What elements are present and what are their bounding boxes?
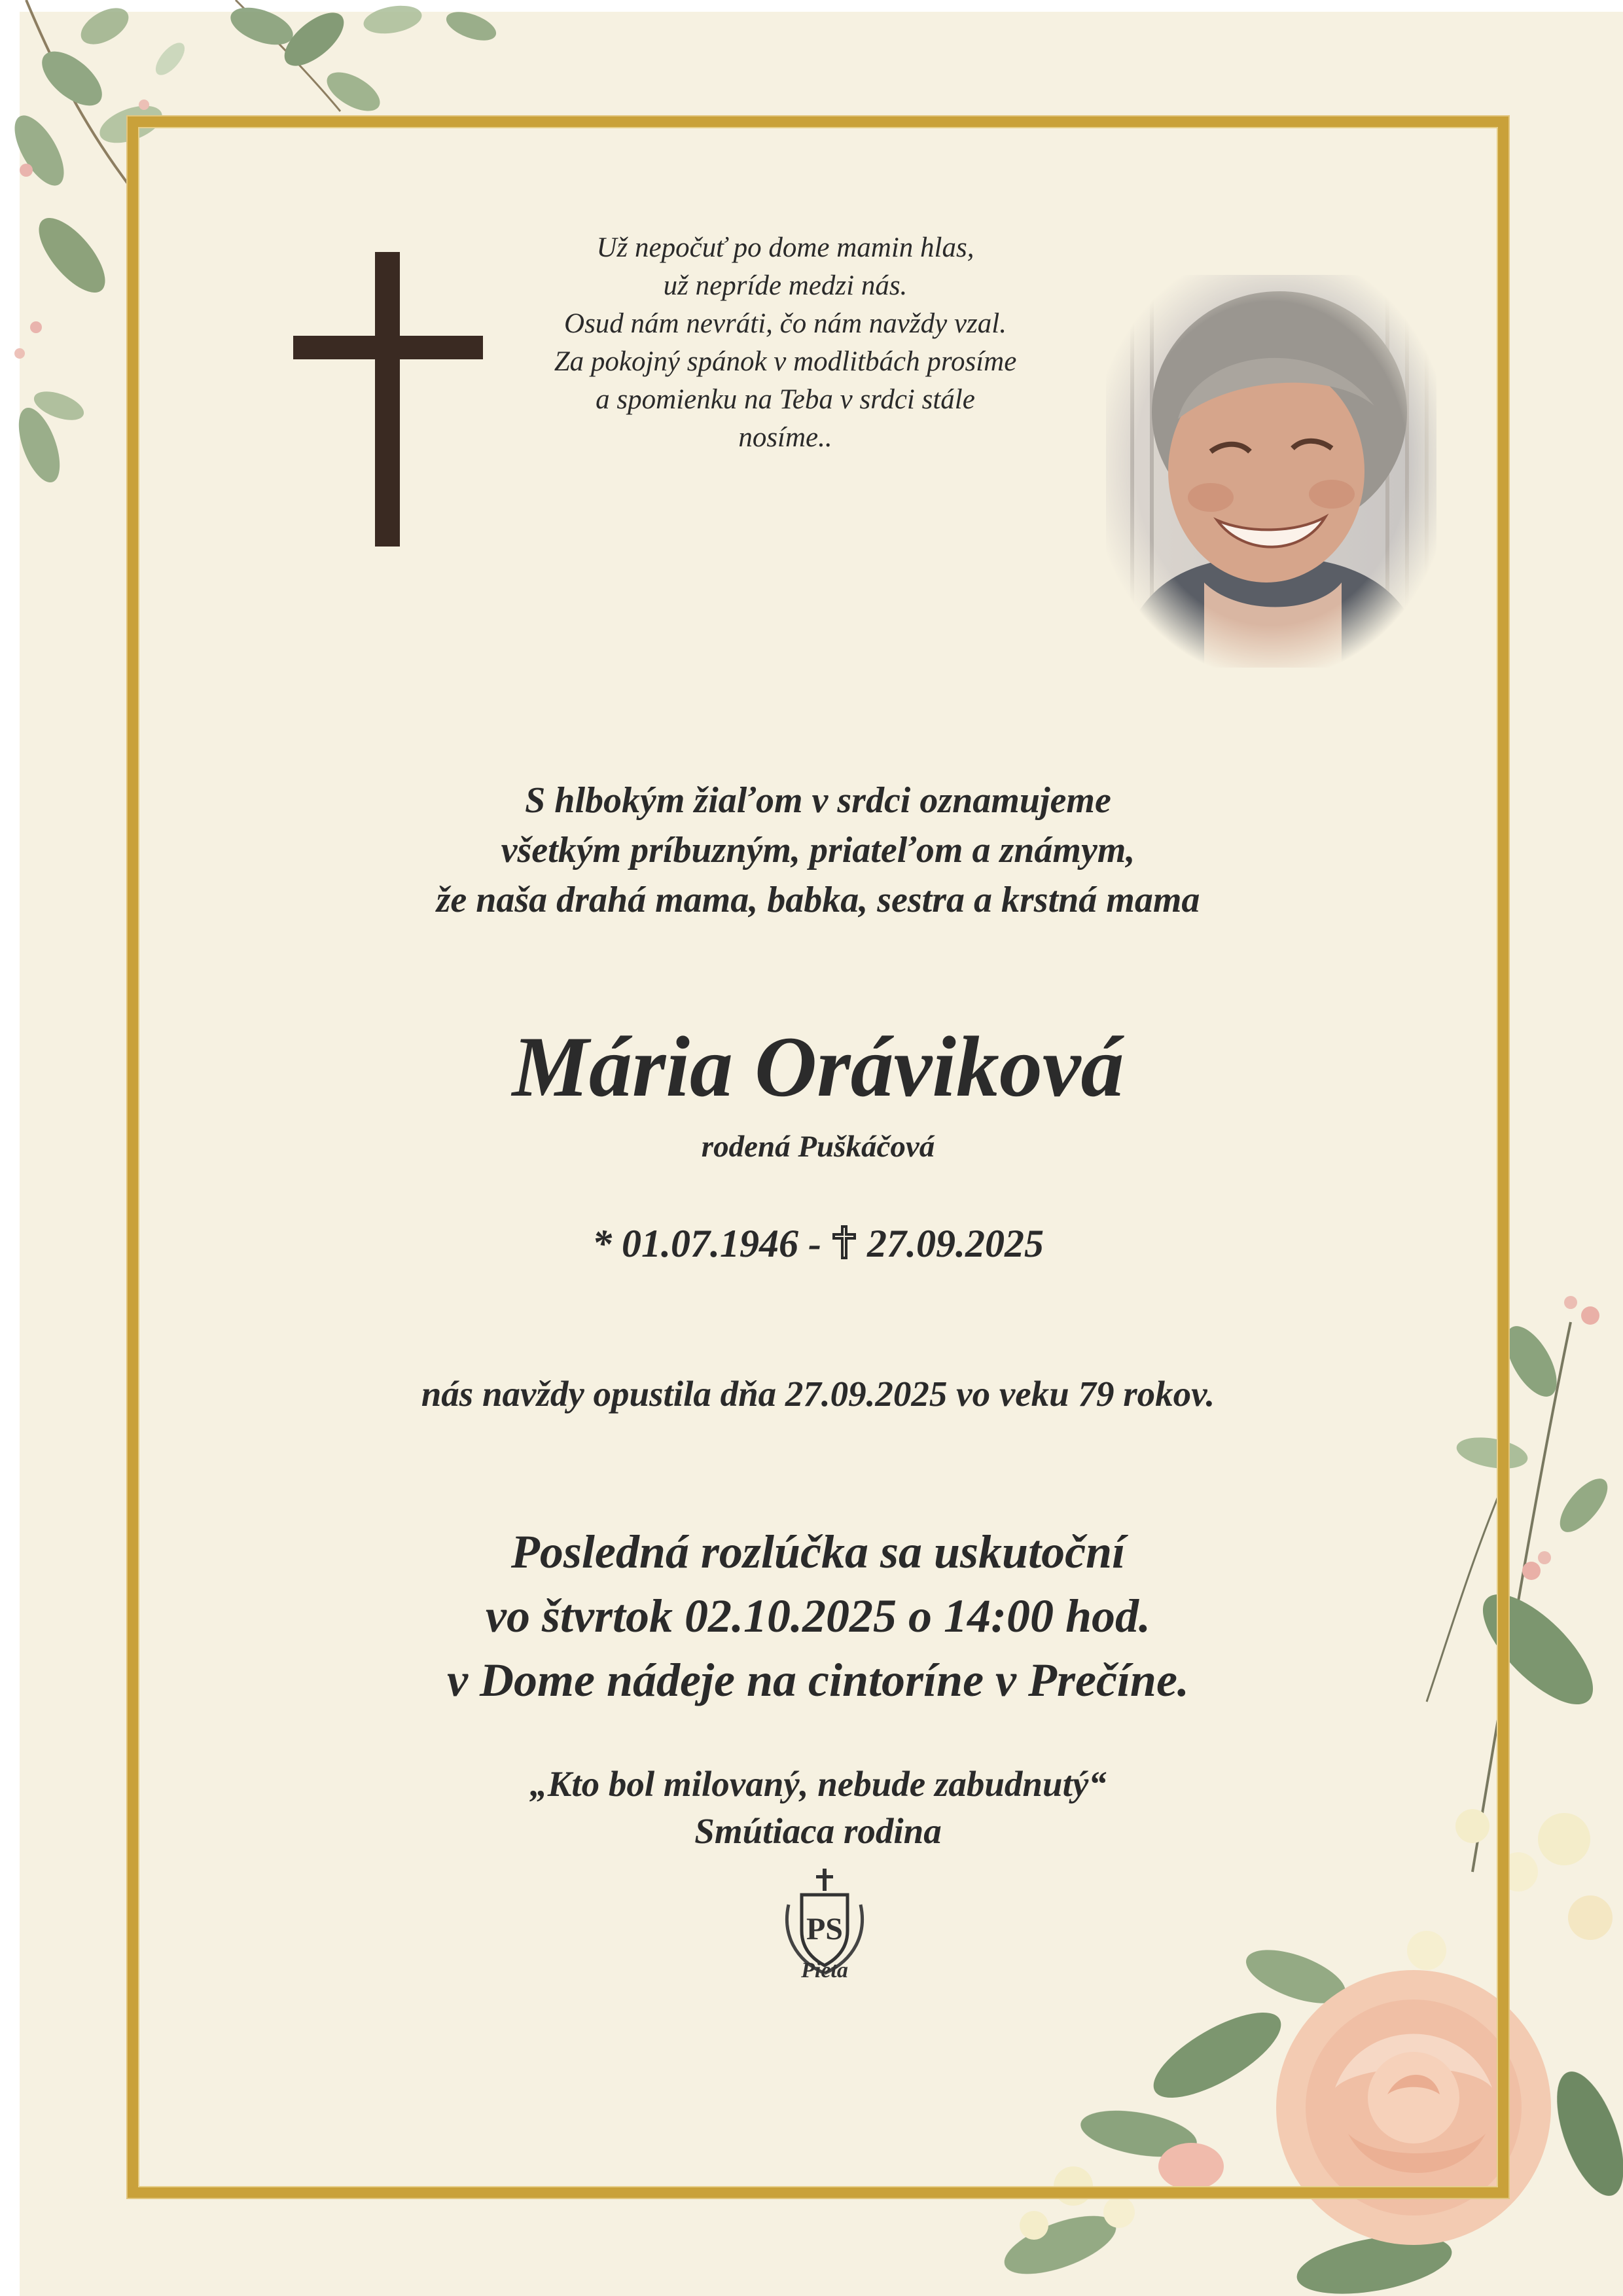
memorial-quote: „Kto bol milovaný, nebude zabudnutý“ <box>529 1764 1107 1804</box>
poem-line: už nepríde medzi nás. <box>663 270 908 301</box>
logo-brand-text: Pieta <box>801 1958 848 1982</box>
closing-block <box>196 1761 1440 1855</box>
poem-line: a spomienku na Teba v srdci stále <box>596 384 975 415</box>
intro-line: že naša drahá mama, babka, sestra a krstná mama <box>436 880 1200 920</box>
announcement-intro <box>196 776 1440 925</box>
portrait-photo <box>1106 275 1436 668</box>
departed-statement: nás navždy opustila dňa 27.09.2025 vo veku 79 rokov. <box>421 1374 1215 1414</box>
poem-line: nosíme.. <box>738 422 832 453</box>
poem-line: Už nepočuť po dome mamin hlas, <box>596 232 974 263</box>
funeral-line: vo štvrtok 02.10.2025 o 14:00 hod. <box>486 1590 1150 1642</box>
funeral-info <box>196 1520 1440 1712</box>
family-signature: Smútiaca rodina <box>694 1811 942 1851</box>
death-date: 27.09.2025 <box>866 1222 1044 1265</box>
poem-block <box>458 229 1113 457</box>
small-cross-icon <box>831 1225 857 1259</box>
life-dates <box>196 1217 1440 1270</box>
funeral-line: v Dome nádeje na cintoríne v Prečíne. <box>447 1654 1189 1706</box>
maiden-name: rodená Puškáčová <box>701 1130 935 1164</box>
deceased-name: Mária Oráviková <box>512 1018 1124 1115</box>
logo-monogram: PS <box>806 1912 844 1946</box>
poem-line: Osud nám nevráti, čo nám navždy vzal. <box>564 308 1007 339</box>
birth-date: * 01.07.1946 - <box>592 1222 831 1265</box>
poem-line: Za pokojný spánok v modlitbách prosíme <box>554 346 1017 377</box>
intro-line: všetkým príbuzným, priateľom a známym, <box>501 830 1135 870</box>
latin-cross-icon <box>293 252 483 547</box>
intro-line: S hlbokým žiaľom v srdci oznamujeme <box>525 780 1111 821</box>
funeral-line: Posledná rozlúčka sa uskutoční <box>510 1526 1126 1578</box>
